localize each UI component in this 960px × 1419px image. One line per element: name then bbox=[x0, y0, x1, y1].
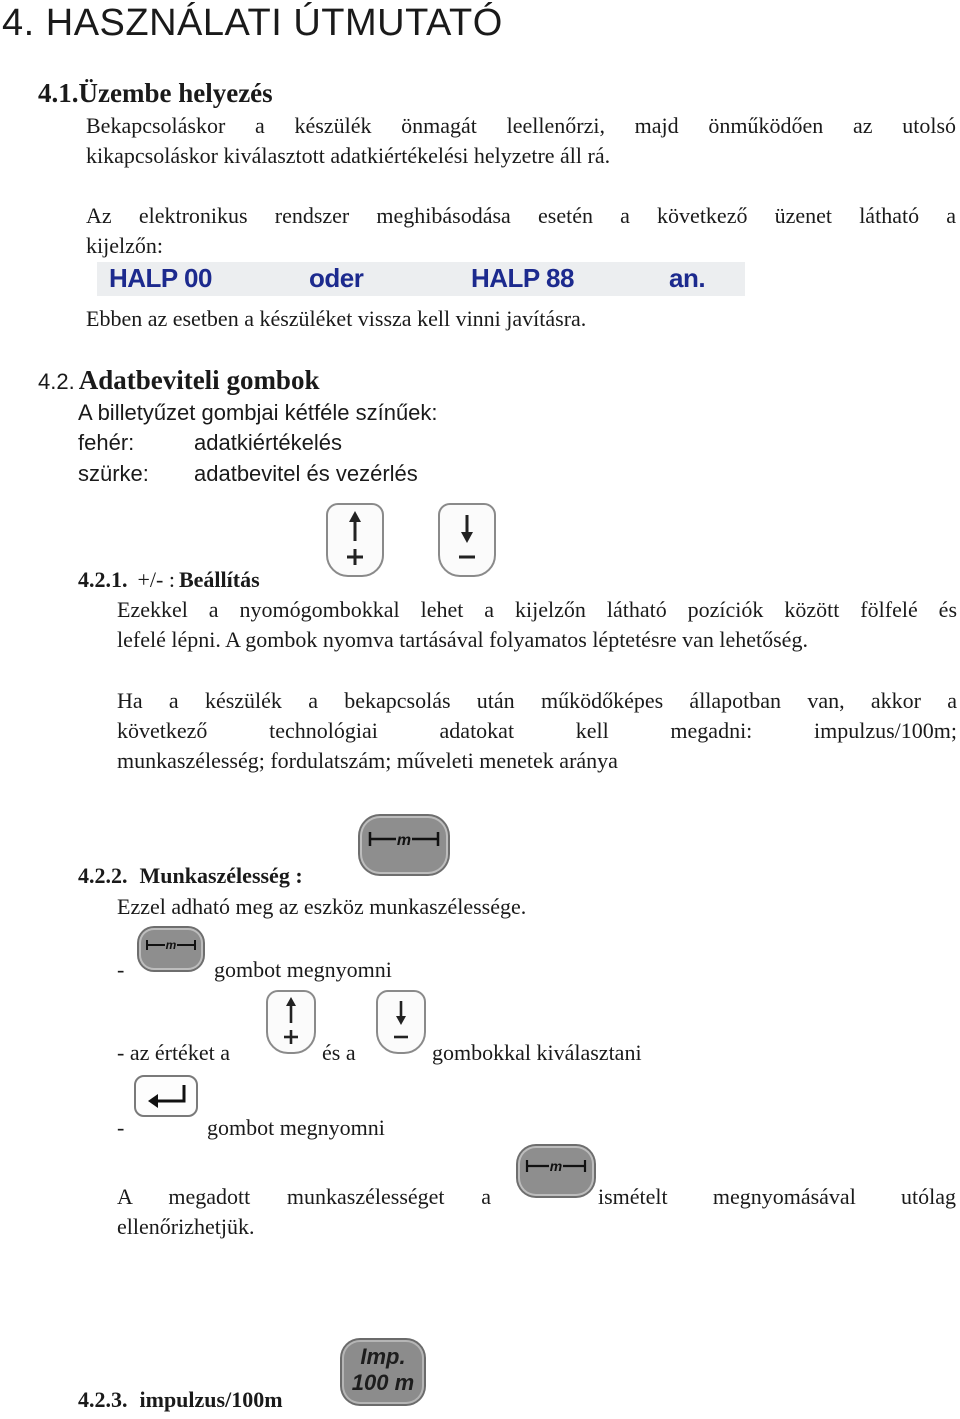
imp-key-line-1: Imp. bbox=[360, 1344, 406, 1369]
arrow-up-plus-icon bbox=[266, 990, 316, 1054]
step2-middle: és a bbox=[322, 1040, 356, 1065]
section-4-1-title: 4.1.Üzembe helyezés bbox=[38, 78, 273, 108]
s41-paragraph-2-line-2: kijelzőn: bbox=[86, 233, 163, 258]
s422-title-text: Munkaszélesség : bbox=[139, 863, 303, 888]
width-m-key-icon bbox=[139, 928, 203, 970]
error-word-oder: oder bbox=[309, 263, 364, 293]
arrow-down-minus-icon bbox=[438, 503, 496, 577]
s421-paragraph-1-line-2: lefelé lépni. A gombok nyomva tartásával folyamatos léptetésre van lehetőség. bbox=[117, 627, 808, 652]
s423-title-text: impulzus/100m bbox=[139, 1387, 283, 1412]
error-display bbox=[97, 262, 745, 296]
s41-paragraph-1-line-1: Bekapcsoláskor a készülék önmagát leellenőrzi, majd önműködően az utolsó bbox=[86, 113, 956, 138]
section-4-2-title bbox=[38, 365, 319, 396]
step2-suffix: gombokkal kiválasztani bbox=[432, 1040, 642, 1065]
width-m-key-icon bbox=[360, 816, 448, 874]
step1-dash: - bbox=[117, 957, 125, 982]
section-4-2-3-title bbox=[78, 1387, 283, 1413]
s42-row1-value: adatkiértékelés bbox=[194, 430, 342, 455]
error-code-1: HALP 00 bbox=[109, 263, 212, 293]
s423-number: 4.2.3. bbox=[78, 1387, 128, 1412]
final-part-1: A megadott munkaszélességet a bbox=[117, 1184, 491, 1209]
s41-paragraph-2-line-1: Az elektronikus rendszer meghibásodása esetén a következő üzenet látható a bbox=[86, 203, 956, 228]
svg-text:m: m bbox=[549, 1158, 563, 1174]
s41-paragraph-3: Ebben az esetben a készüléket vissza kell vinni javításra. bbox=[86, 306, 587, 331]
error-word-an: an. bbox=[669, 263, 706, 293]
page-heading: 4. HASZNÁLATI ÚTMUTATÓ bbox=[2, 2, 503, 44]
s42-row2-value: adatbevitel és vezérlés bbox=[194, 461, 418, 486]
s421-paragraph-1-line-1: Ezekkel a nyomógombokkal lehet a kijelzőn látható pozíciók között fölfelé és bbox=[117, 597, 957, 622]
imp-key-line-2: 100 m bbox=[351, 1370, 415, 1395]
section-4-2-2-title bbox=[78, 863, 303, 889]
s41-paragraph-1-line-2: kikapcsoláskor kiválasztott adatkiértékelési helyzetre áll rá. bbox=[86, 143, 611, 168]
s421-paragraph-2-line-3: munkaszélesség; fordulatszám; műveleti menetek aránya bbox=[117, 748, 618, 773]
s421-title-bold: Beállítás bbox=[178, 567, 260, 592]
imp-100m-key-icon bbox=[342, 1340, 424, 1404]
error-code-2: HALP 88 bbox=[471, 263, 574, 293]
s42-intro: A billetyűzet gombjai kétféle színűek: bbox=[78, 400, 438, 425]
step3-text: gombot megnyomni bbox=[207, 1115, 385, 1140]
final-part-2: ismételt megnyomásával utólag bbox=[598, 1184, 956, 1209]
section-4-2-1-title bbox=[78, 567, 260, 593]
step1-text: gombot megnyomni bbox=[214, 957, 392, 982]
s42-title-text: Adatbeviteli gombok bbox=[78, 365, 320, 395]
s421-number: 4.2.1. bbox=[78, 567, 128, 592]
enter-arrow-icon bbox=[134, 1075, 198, 1117]
svg-text:m: m bbox=[165, 938, 177, 952]
s421-paragraph-2-line-1: Ha a készülék a bekapcsolás után működőképes állapotban van, akkor a bbox=[117, 688, 957, 713]
step2-prefix: - az értéket a bbox=[117, 1040, 230, 1065]
s421-paragraph-2-line-2: következő technológiai adatokat kell megadni: impulzus/100m; bbox=[117, 718, 957, 743]
final-line-2: ellenőrizhetjük. bbox=[117, 1214, 255, 1239]
s422-intro: Ezzel adható meg az eszköz munkaszélessége. bbox=[117, 894, 527, 919]
step3-dash: - bbox=[117, 1115, 125, 1140]
s421-title-plain: +/- : bbox=[137, 567, 175, 592]
arrow-up-plus-icon bbox=[326, 503, 384, 577]
arrow-down-minus-icon bbox=[376, 990, 426, 1054]
s42-row2-label: szürke: bbox=[78, 461, 149, 486]
s422-number: 4.2.2. bbox=[78, 863, 128, 888]
width-m-key-icon bbox=[518, 1146, 594, 1196]
s42-row1-label: fehér: bbox=[78, 430, 135, 455]
s42-number: 4.2. bbox=[38, 369, 75, 394]
svg-text:m: m bbox=[396, 832, 412, 849]
